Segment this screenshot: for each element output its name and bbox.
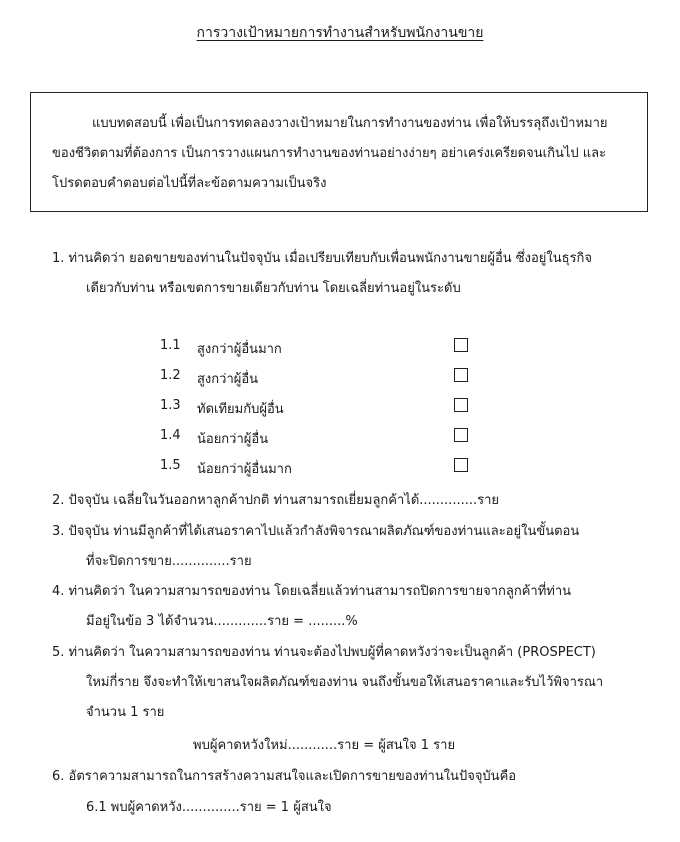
question-2-line-1: 2. ปัจจุบัน เฉลี่ยในวันออกหาลูกค้าปกติ ท่านสามารถเยี่ยมลูกค้าได้..............ราย: [52, 493, 500, 508]
question-6-line-1: 6. อัตราความสามารถในการสร้างความสนใจและเปิดการขายของท่านในปัจจุบันคือ: [52, 769, 517, 784]
question-1-line-2: เดียวกับท่าน หรือเขตการขายเดียวกับท่าน โดยเฉลี่ยท่านอยู่ในระดับ: [86, 281, 461, 296]
question-4-line-1: 4. ท่านคิดว่า ในความสามารถของท่าน โดยเฉลี่ยแล้วท่านสามารถปิดการขายจากลูกค้าที่ท่าน: [52, 584, 572, 599]
question-3-line-1: 3. ปัจจุบัน ท่านมีลูกค้าที่ได้เสนอราคาไปแล้วกำลังพิจารณาผลิตภัณฑ์ของท่านและอยู่ในขั้นตอน: [52, 524, 580, 539]
option-1-4-checkbox[interactable]: [454, 428, 468, 442]
intro-line-3: โปรดตอบคำตอบต่อไปนี้ที่ละข้อตามความเป็นจริง: [52, 176, 327, 191]
question-5-line-1: 5. ท่านคิดว่า ในความสามารถของท่าน ท่านจะต้องไปพบผู้ที่คาดหวังว่าจะเป็นลูกค้า (PROSPECT): [52, 645, 596, 660]
option-1-2-label: สูงกว่าผู้อื่น: [197, 372, 259, 387]
option-1-2-checkbox[interactable]: [454, 368, 468, 382]
option-1-1-checkbox[interactable]: [454, 338, 468, 352]
question-5-line-2: ใหม่กี่ราย จึงจะทำให้เขาสนใจผลิตภัณฑ์ของท่าน จนถึงขั้นขอให้เสนอราคาและรับไว้พิจารณา: [86, 675, 604, 690]
option-1-5-number: 1.5: [160, 458, 181, 473]
intro-line-1: แบบทดสอบนี้ เพื่อเป็นการทดลองวางเป้าหมายในการทำงานของท่าน เพื่อให้บรรลุถึงเป้าหมาย: [92, 116, 608, 131]
option-1-4-number: 1.4: [160, 428, 181, 443]
question-1-line-1: 1. ท่านคิดว่า ยอดขายของท่านในปัจจุบัน เมื่อเปรียบเทียบกับเพื่อนพนักงานขายผู้อื่น ซึ่งอยู่ในธุรกิจ: [52, 251, 593, 266]
question-5-line-3: จำนวน 1 ราย: [86, 705, 165, 720]
question-4-line-2: มีอยู่ในข้อ 3 ได้จำนวน.............ราย = .........%: [86, 614, 358, 629]
option-1-5-label: น้อยกว่าผู้อื่นมาก: [197, 462, 292, 477]
option-1-1-number: 1.1: [160, 338, 181, 353]
option-1-3-label: ทัดเทียมกับผู้อื่น: [197, 402, 284, 417]
page-title-text: การวางเป้าหมายการทำงานสำหรับพนักงานขาย: [196, 25, 484, 41]
option-1-5-checkbox[interactable]: [454, 458, 468, 472]
question-5-formula: พบผู้คาดหวังใหม่............ราย = ผู้สนใจ 1 ราย: [193, 738, 456, 753]
option-1-3-checkbox[interactable]: [454, 398, 468, 412]
option-1-2-number: 1.2: [160, 368, 181, 383]
question-3-line-2: ที่จะปิดการขาย..............ราย: [86, 554, 252, 569]
option-1-3-number: 1.3: [160, 398, 181, 413]
intro-line-2: ของชีวิตตามที่ต้องการ เป็นการวางแผนการทำงานของท่านอย่างง่ายๆ อย่าเคร่งเครียดจนเกินไป และ: [52, 146, 607, 161]
option-1-1-label: สูงกว่าผู้อื่นมาก: [197, 342, 282, 357]
question-6-sub-1: 6.1 พบผู้คาดหวัง..............ราย = 1 ผู้สนใจ: [86, 800, 332, 815]
option-1-4-label: น้อยกว่าผู้อื่น: [197, 432, 269, 447]
page-title: [0, 22, 680, 44]
